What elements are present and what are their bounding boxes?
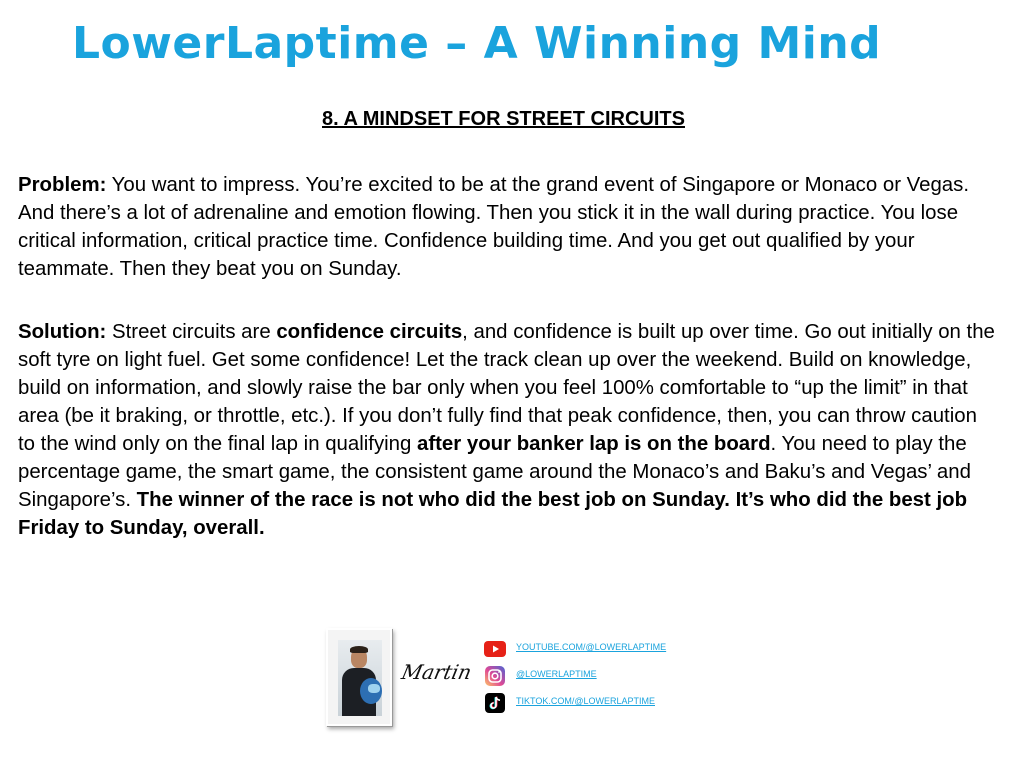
- page-title: LowerLaptime – A Winning Mind: [72, 18, 882, 69]
- author-photo: [326, 628, 392, 726]
- solution-paragraph: [18, 318, 998, 542]
- author-photo-image: [338, 640, 382, 716]
- solution-text-3: . You need to play the percentage game, the smart game, the consistent game around the Monaco’s and Baku’s and Vegas’ and Singapore’s.: [18, 433, 971, 511]
- solution-text-1: Street circuits are: [106, 321, 277, 343]
- problem-text: You want to impress. You’re excited to be at the grand event of Singapore or Monaco or Vegas. And there’s a lot of adrenaline and emotion flowing. Then you stick it in the wall during practice. You lose critical information, critical practice time. Confidence building time. And you get out qualified by your teammate. Then they beat you on Sunday.: [18, 174, 970, 280]
- instagram-link[interactable]: @LOWERLAPTIME: [516, 669, 597, 679]
- tiktok-link[interactable]: TIKTOK.COM/@LOWERLAPTIME: [516, 696, 655, 706]
- author-signature: Martin: [399, 660, 474, 684]
- problem-paragraph: [18, 171, 998, 283]
- youtube-link[interactable]: YOUTUBE.COM/@LOWERLAPTIME: [516, 642, 667, 652]
- youtube-icon: [484, 640, 506, 658]
- tiktok-icon: [484, 694, 506, 712]
- instagram-icon: [484, 667, 506, 685]
- section-title: 8. A MINDSET FOR STREET CIRCUITS: [322, 108, 685, 130]
- solution-text-2: , and confidence is built up over time. Go out initially on the soft tyre on light fuel. Get some confidence! Let the track clean up over the weekend. Build on knowledge, build on information, and slowly raise the bar only when you feel 100% comfortable to “up the limit” in that area (be it braking, or throttle, etc.). If you don’t fully find that peak confidence, then, you can throw caution to the wind only on the final lap in qualifying: [18, 321, 995, 455]
- problem-label: Problem:: [18, 174, 107, 196]
- solution-bold-1: confidence circuits: [276, 321, 463, 343]
- solution-label: Solution:: [18, 321, 107, 343]
- solution-bold-2: after your banker lap is on the board: [417, 433, 771, 455]
- solution-bold-3: The winner of the race is not who did the best job on Sunday. It’s who did the best job Friday to Sunday, overall.: [18, 489, 968, 539]
